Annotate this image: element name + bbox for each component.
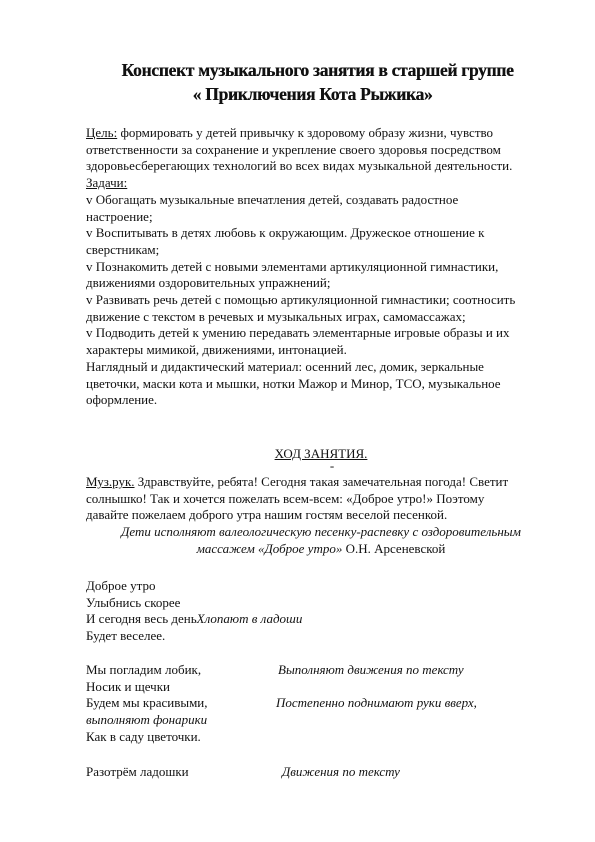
- song-line: [86, 695, 556, 712]
- intro-text-1: Здравствуйте, ребята! Сегодня такая замечательная погода! Светит: [134, 474, 509, 489]
- movement-note: Постепенно поднимают руки вверх,: [276, 695, 477, 711]
- song-line-text: Будем мы красивыми,: [86, 695, 208, 711]
- section-heading: ХОД ЗАНЯТИЯ.: [274, 446, 368, 461]
- task-line: характеры мимикой, движениями, интонацией.: [86, 342, 347, 358]
- song-verse-2: [86, 662, 556, 745]
- song-line: Доброе утро: [86, 578, 156, 593]
- intro-text-2: солнышко! Так и хочется пожелать всем-всем: «Доброе утро!» Поэтому: [86, 490, 485, 506]
- goal-text-1: формировать у детей привычку к здоровому образу жизни, чувство: [117, 125, 494, 140]
- song-line: Носик и щечки: [86, 678, 170, 694]
- task-line: v Воспитывать в детях любовь к окружающим. Дружеское отношение к: [86, 225, 485, 241]
- goal-label: Цель:: [86, 125, 118, 140]
- materials-line: оформление.: [86, 392, 158, 408]
- document-title-line-1: Конспект музыкального занятия в старшей группе: [121, 60, 514, 80]
- task-line: v Познакомить детей с новыми элементами артикуляционной гимнастики,: [86, 258, 499, 274]
- stage-note-2-italic: массажем «Доброе утро»: [196, 540, 343, 556]
- goal-text-3: здоровьесберегающих технологий во всех видах музыкальной деятельности.: [86, 158, 513, 174]
- goals-section: [86, 125, 556, 409]
- goal-text-2: ответственности за сохранение и укрепление своего здоровья посредством: [86, 141, 501, 157]
- task-line: сверстникам;: [86, 241, 160, 257]
- task-line: v Подводить детей к умению передавать элементарные игровые образы и их: [86, 325, 510, 341]
- task-line: движениями оздоровительных упражнений;: [86, 275, 331, 291]
- task-line: v Развивать речь детей с помощью артикуляционной гимнастики; соотносить: [86, 292, 516, 308]
- tasks-label: Задачи:: [86, 175, 128, 191]
- movement-note: Выполняют движения по тексту: [278, 662, 464, 677]
- song-line: Будет веселее.: [86, 628, 166, 644]
- song-line-text: Разотрём ладошки: [86, 764, 189, 779]
- song-line: [86, 662, 556, 679]
- task-line: движение с текстом в речевых и музыкальных играх, самомассажах;: [86, 308, 466, 324]
- song-line-text: Мы погладим лобик,: [86, 662, 202, 677]
- song-line-note: Хлопают в ладоши: [196, 611, 303, 627]
- song-verse-3: [86, 764, 556, 781]
- stage-note-1: Дети исполняют валеологическую песенку-распевку с оздоровительным: [121, 524, 521, 540]
- materials-line: Наглядный и дидактический материал: осенний лес, домик, зеркальные: [86, 358, 484, 374]
- section-dash: -: [329, 458, 335, 473]
- document-title-line-2: « Приключения Кота Рыжика»: [192, 84, 433, 104]
- goal-paragraph: [86, 125, 556, 142]
- song-line-text: И сегодня весь день: [86, 611, 197, 627]
- song-line-note: выполняют фонарики: [86, 712, 208, 728]
- intro-section: [86, 474, 556, 558]
- speaker-label: Муз.рук.: [86, 474, 135, 489]
- stage-note-2: [86, 541, 556, 558]
- intro-text-3: давайте пожелаем доброго утра нашим гостям веселой песенкой.: [86, 507, 448, 523]
- movement-note: Движения по тексту: [282, 764, 400, 779]
- materials-line: цветочки, маски кота и мышки, нотки Мажор и Минор, ТСО, музыкальное: [86, 375, 501, 391]
- task-line: настроение;: [86, 208, 153, 224]
- song-line: [86, 611, 556, 628]
- song-line: Как в саду цветочки.: [86, 728, 201, 744]
- stage-note-2-plain: О.Н. Арсеневской: [342, 540, 446, 556]
- song-line: Улыбнись скорее: [86, 594, 181, 610]
- task-line: v Обогащать музыкальные впечатления детей, создавать радостное: [86, 191, 459, 207]
- song-line: [86, 764, 556, 781]
- song-verse-1: [86, 578, 556, 645]
